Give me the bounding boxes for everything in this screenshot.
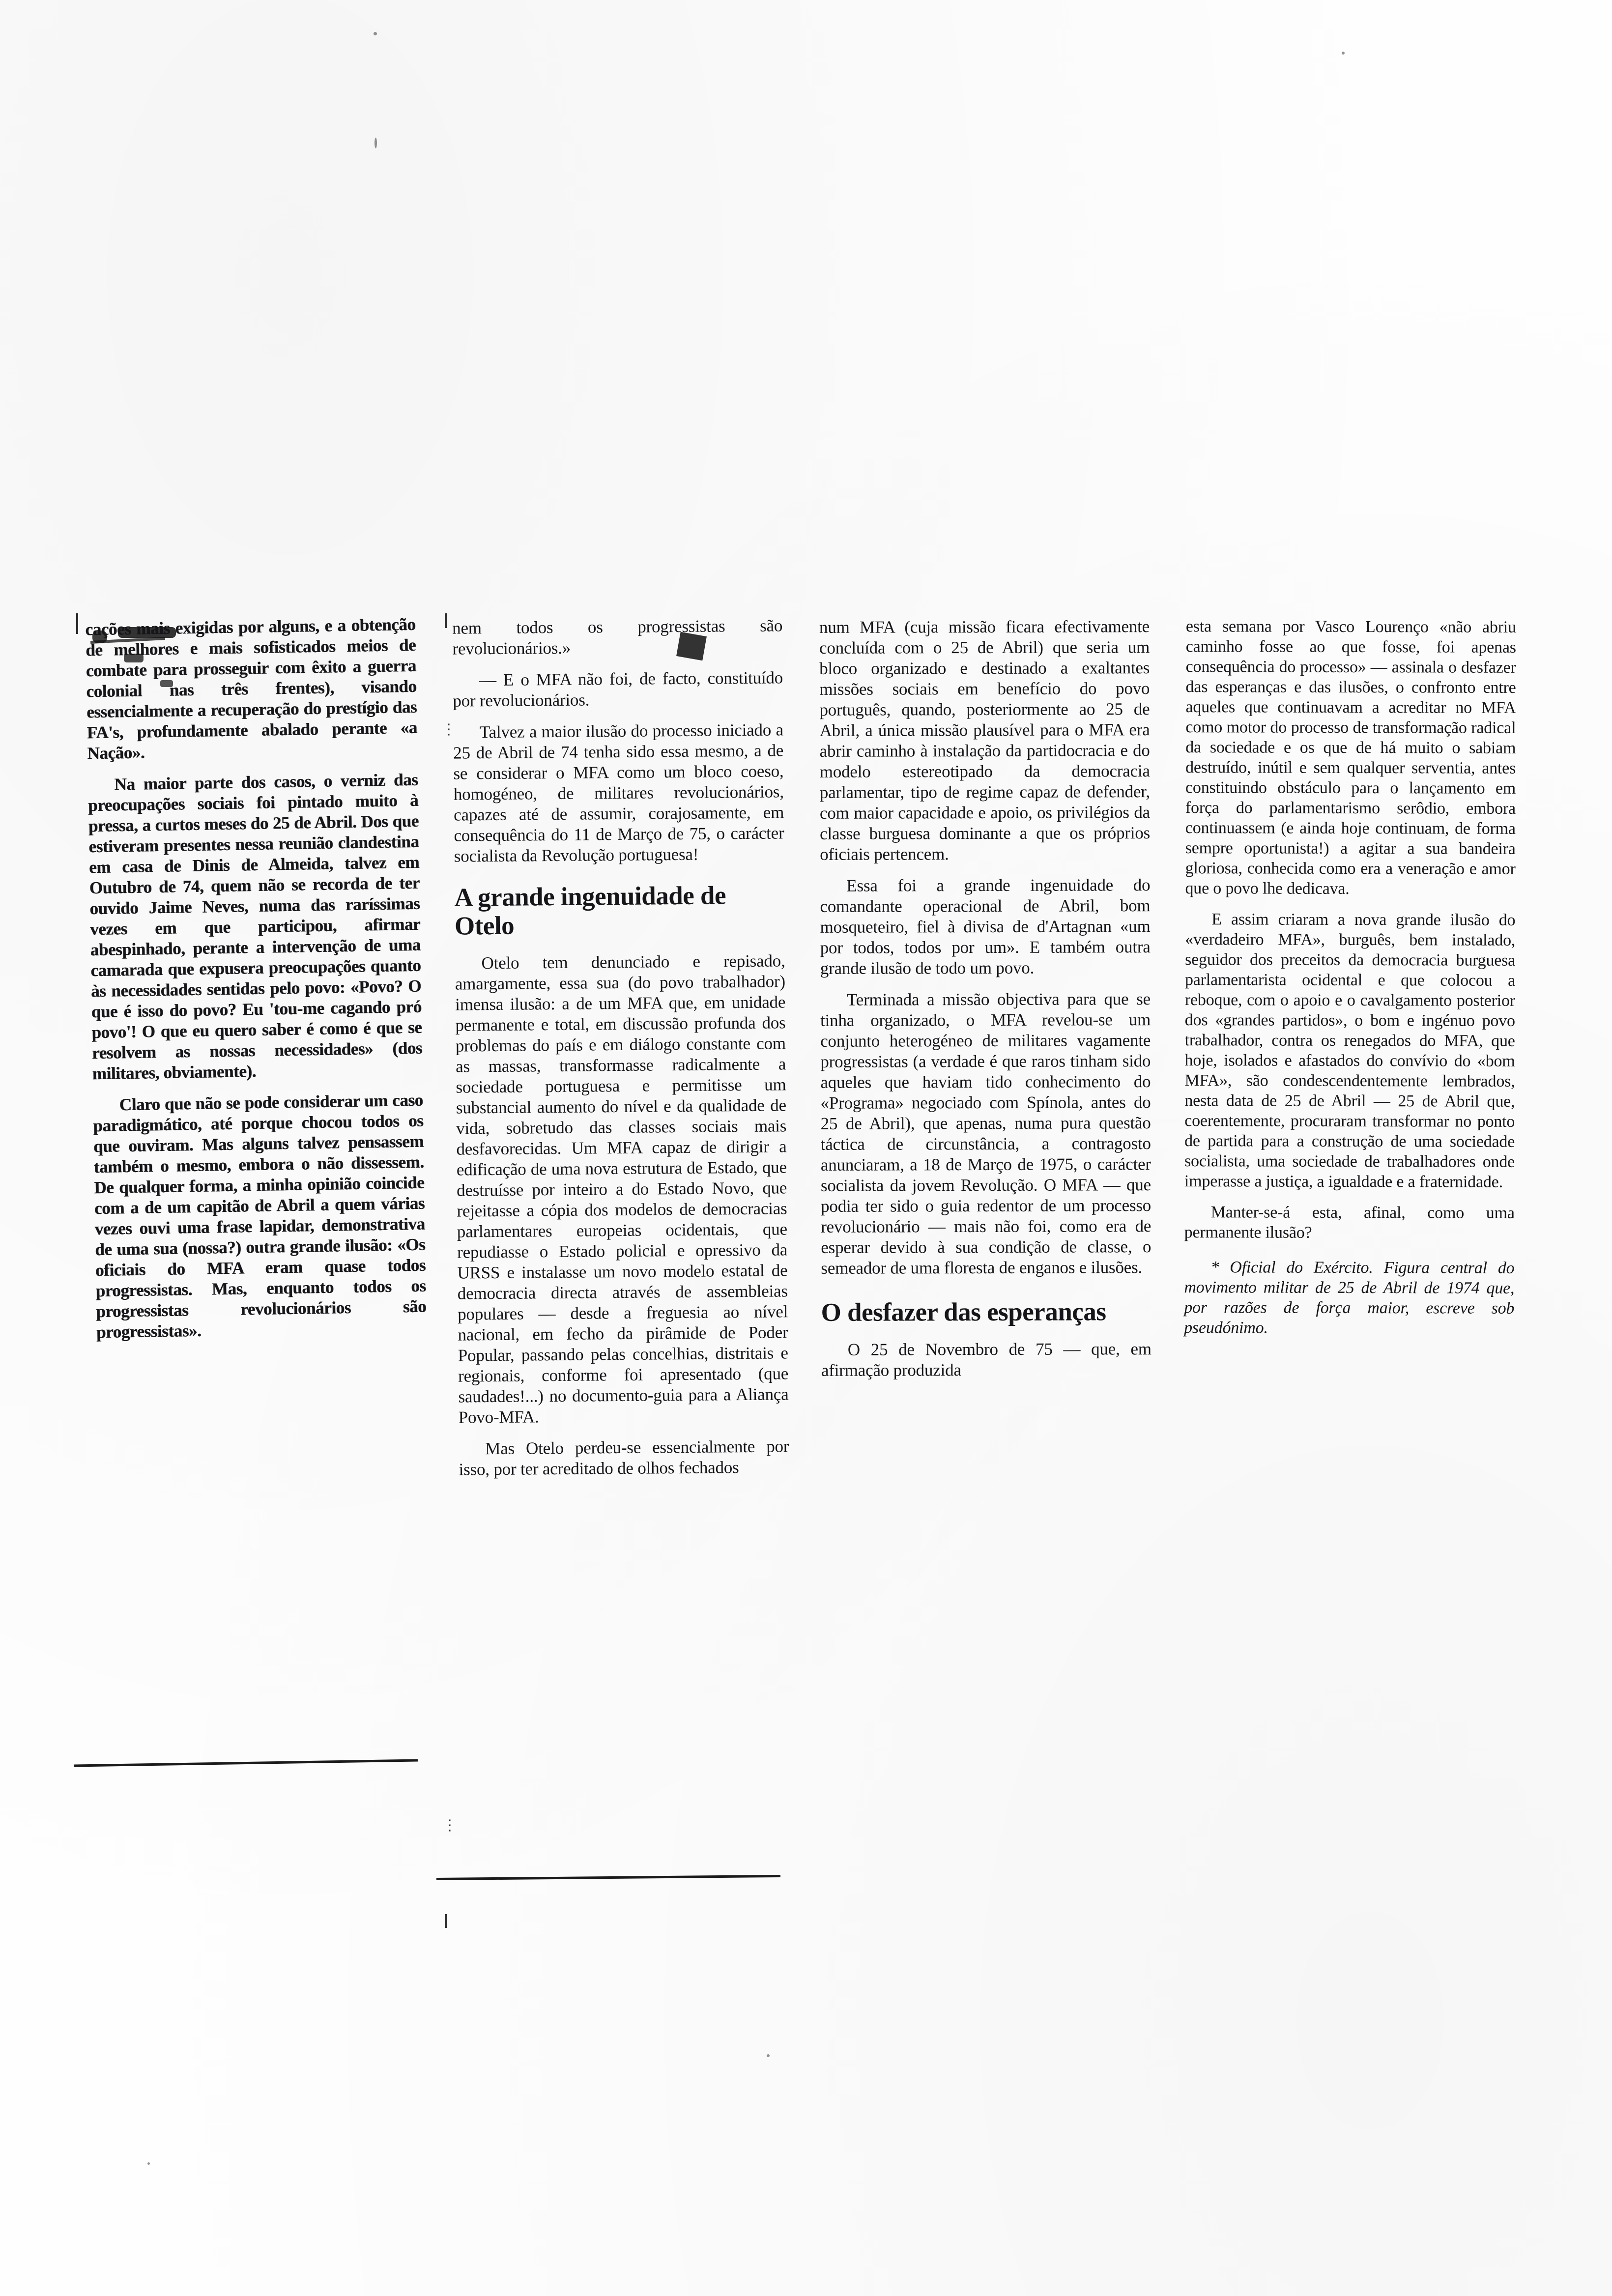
section-subheading: O desfazer das esperanças xyxy=(821,1297,1106,1327)
paragraph: nem todos os progressistas são revolucionários.» xyxy=(452,616,783,659)
scan-speck xyxy=(374,32,377,35)
paragraph: num MFA (cuja missão ficara efectivamente concluída com o 25 de Abril) que seria um bloco organizado e destinado a exaltantes missões sociais em benefício do povo português, quando, posteriormente ao 25 de Abril, a única missão plausível para o MFA era abrir caminho à instalação da partidocracia e do modelo estereotipado da democracia parlamentar, tipo de regime capaz de defender, com maior capacidade e apoio, os privilégios da classe burguesa dominante a que os próprios oficiais pertencem. xyxy=(819,617,1151,864)
paragraph: Terminada a missão objectiva para que se tinha organizado, o MFA revelou-se um conjunto heterogéneo de militares vagamente progressistas (a verdade é que raros tinham sido aqueles que haviam tido conhecimento do «Programa» negociado com Spínola, antes do 25 de Abril), que apenas, numa pura questão táctica de circunstância, a contragosto anunciaram, a 18 de Março de 1975, o carácter socialista da jovem Revolução. O MFA — que podia ter sido o guia redentor de um processo revolucionário — mais não foi, como era de esperar devido à sua condição de classe, o semeador de uma floresta de enganos e ilusões. xyxy=(820,989,1151,1278)
scan-speck xyxy=(767,2054,770,2057)
paragraph: esta semana por Vasco Lourenço «não abriu caminho fosse ao que fosse, foi apenas consequência do processo» — assinala o desfazer das esperanças e das ilusões, o confronto entre aqueles que continuavam a acreditar no MFA como motor do processo de transformação radical da sociedade e os que de há muito o sabiam destruído, inútil e sem qualquer serventia, antes constituindo obstáculo para o lançamento em força do parlamentarismo serôdio, embora continuassem (e ainda hoje continuam, de forma sempre oportunista!) a agitar a sua bandeira gloriosa, conhecida como era a veneração e amor que o povo lhe dedicava. xyxy=(1185,617,1516,898)
paragraph: Essa foi a grande ingenuidade do comandante operacional de Abril, bom mosqueteiro, fiel à divisa de d'Artagnan «um por todos, todos por um». E também outra grande ilusão de todo um povo. xyxy=(820,875,1151,978)
column-1 xyxy=(85,614,427,1353)
paragraph: E assim criaram a nova grande ilusão do «verdadeiro MFA», burguês, bem instalado, seguidor dos preceitos da democracia burguesa parlamentarista ocidental e que colocou a reboque, com o apoio e o cavalgamento posterior dos «grandes partidos», o bom e ingénuo povo trabalhador, contra os renegados do MFA, que hoje, isolados e afastados do convívio do «bom MFA», são condescendentemente lembrados, nesta data de 25 de Abril — 25 de Abril que, coerentemente, procuraram transformar no ponto de partida para a construção de uma sociedade socialista, uma sociedade de trabalhadores onde imperasse a justiça, a igualdade e a fraternidade. xyxy=(1184,910,1516,1191)
paragraph: Manter-se-á esta, afinal, como uma permanente ilusão? xyxy=(1184,1203,1515,1242)
article-columns xyxy=(85,614,1526,1490)
column-3 xyxy=(819,616,1151,1392)
scan-dots: ⋮ xyxy=(441,721,456,738)
paragraph: cações mais exigidas por alguns, e a obtenção de melhores e mais sofisticados meios de combate para prosseguir com êxito a guerra colonial nas três frentes), visando essencialmente a recuperação do prestígio das FA's, profundamente abalado perante «a Nação». xyxy=(85,614,418,763)
scan-speck xyxy=(147,2162,150,2165)
paragraph: Mas Otelo perdeu-se essencialmente por isso, por ter acreditado de olhos fechados xyxy=(459,1436,789,1479)
column-2 xyxy=(452,615,789,1491)
scan-streak xyxy=(76,613,78,634)
column-rule xyxy=(436,1875,780,1880)
scan-speck xyxy=(374,138,377,148)
paragraph: Talvez a maior ilusão do processo iniciado a 25 de Abril de 74 tenha sido essa mesmo, a de se considerar o MFA como um bloco coeso, homogéneo, de militares revolucionários, capazes até de assumir, corajosamente, em consequência do 11 de Março de 75, o carácter socialista da Revolução portuguesa! xyxy=(453,720,784,866)
paragraph: — E o MFA não foi, de facto, constituído por revolucionários. xyxy=(453,668,783,711)
column-4 xyxy=(1184,616,1516,1349)
scan-speck xyxy=(1342,52,1345,55)
paragraph: Otelo tem denunciado e repisado, amargamente, essa sua (do povo trabalhador) imensa ilusão: a de um MFA que, em unidade permanente e total, em discussão profunda dos problemas do país e em diálogo constante com as massas, transformasse radicalmente a sociedade portuguesa e permitisse um substancial aumento do nível e da qualidade de vida, sobretudo das classes sociais mais desfavorecidas. Um MFA capaz de dirigir a edificação de uma nova estrutura de Estado, que destruísse por inteiro a do Estado Novo, que rejeitasse a cópia dos modelos de democracias parlamentares europeias ocidentais, que repudiasse o Estado policial e opressivo da URSS e instalasse um novo modelo estatal de democracia directa através de assembleias populares — desde a freguesia ao nível nacional, em fecho da pirâmide de Poder Popular, passando pelas concelhias, distritais e regionais, conforme foi apresentado (que saudades!...) no documento-guia para a Aliança Povo-MFA. xyxy=(455,951,789,1427)
paragraph: O 25 de Novembro de 75 — que, em afirmação produzida xyxy=(821,1339,1151,1380)
section-subheading: A grande ingenuidade de Otelo xyxy=(454,881,726,941)
author-footnote: * Oficial do Exército. Figura central do movimento militar de 25 de Abril de 1974 que, por razões de força maior, escreve sob pseudónimo. xyxy=(1184,1258,1515,1337)
article-body xyxy=(85,614,1526,1875)
scan-streak xyxy=(445,1914,447,1928)
paragraph: Claro que não se pode considerar um caso paradigmático, até porque chocou todos os que ouviram. Mas alguns talvez pensassem também o mesmo, embora o não dissessem. De qualquer forma, a minha opinião coincide com a de um capitão de Abril a quem várias vezes ouvi uma frase lapidar, demonstrativa de uma sua (nossa?) outra grande ilusão: «Os oficiais do MFA eram quase todos progressistas. Mas, enquanto todos os progressistas revolucionários são progressistas». xyxy=(93,1090,427,1342)
paragraph: Na maior parte dos casos, o verniz das preocupações sociais foi pintado muito à pressa, a curtos meses do 25 de Abril. Dos que estiveram presentes nessa reunião clandestina em casa de Dinis de Almeida, talvez em Outubro de 74, quem não se recorda de ter ouvido Jaime Neves, numa das raríssimas vezes em que participou, afirmar abespinhado, perante a intervenção de uma camarada que expusera preocupações quanto às necessidades sentidas pelo povo: «Povo? O que é isso do povo? Eu 'tou-me cagando pró povo'! O que eu quero saber é como é que se resolvem as nossas necessidades» (dos militares, obviamente). xyxy=(87,770,423,1084)
scan-dots: ⋮ xyxy=(442,1817,457,1834)
